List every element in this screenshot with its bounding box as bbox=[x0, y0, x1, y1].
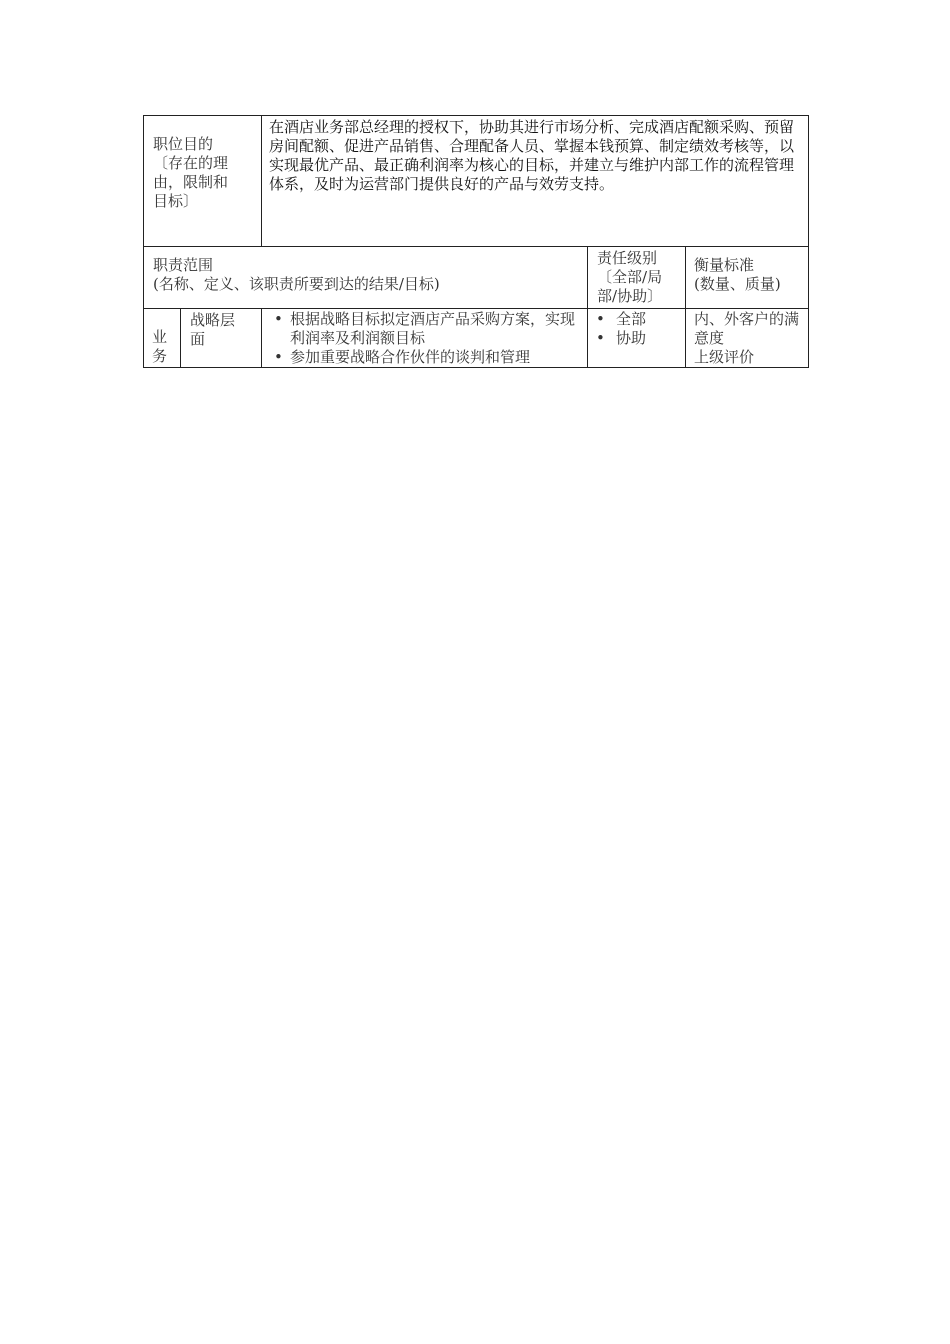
category-line: 务 bbox=[152, 347, 168, 365]
category-line: 业 bbox=[152, 328, 168, 346]
duties-list bbox=[262, 309, 587, 367]
level-header-line: 责任级别 bbox=[597, 249, 658, 267]
scope-header-row bbox=[144, 247, 809, 309]
area-line: 战略层 bbox=[190, 311, 236, 329]
level-header bbox=[588, 247, 686, 309]
measure-header-line: (数量、质量) bbox=[694, 275, 781, 293]
job-description-table bbox=[143, 115, 809, 368]
scope-title: 职责范围 bbox=[153, 256, 214, 274]
list-item: • 参加重要战略合作伙伴的谈判和管理 bbox=[274, 348, 587, 367]
list-item: • 根据战略目标拟定酒店产品采购方案，实现利润率及利润额目标 bbox=[274, 310, 587, 348]
category-cell bbox=[144, 309, 181, 368]
measure-header-line: 衡量标准 bbox=[694, 256, 755, 274]
purpose-label-line: 由，限制和 bbox=[153, 173, 229, 191]
measure-line: 上级评价 bbox=[694, 348, 755, 366]
purpose-label-line: 目标〕 bbox=[153, 192, 199, 210]
measure-line: 内、外客户的满意度 bbox=[694, 310, 800, 347]
table-row bbox=[144, 309, 809, 368]
level-header-line: 〔全部/局 bbox=[597, 268, 663, 286]
list-item: • 协助 bbox=[596, 329, 685, 348]
scope-subtitle: (名称、定义、该职责所要到达的结果/目标) bbox=[153, 275, 440, 293]
level-header-line: 部/协助〕 bbox=[597, 287, 663, 305]
purpose-label-line: 〔存在的理 bbox=[153, 154, 229, 172]
measure-header bbox=[686, 247, 809, 309]
levels-list bbox=[588, 309, 685, 348]
purpose-label-line: 职位目的 bbox=[153, 135, 214, 153]
purpose-text: 在酒店业务部总经理的授权下，协助其进行市场分析、完成酒店配额采购、预留房间配额、促进产品销售、合理配备人员、掌握本钱预算、制定绩效考核等，以实现最优产品、最正确利润率为核心的目标，并建立与维护内部工作的流程管理体系，及时为运营部门提供良好的产品与效劳支持。 bbox=[262, 116, 809, 247]
area-line: 面 bbox=[190, 330, 206, 348]
purpose-label bbox=[144, 116, 262, 247]
duties-cell bbox=[262, 309, 588, 368]
area-cell bbox=[181, 309, 262, 368]
level-cell bbox=[588, 309, 686, 368]
list-item: • 全部 bbox=[596, 310, 685, 329]
scope-header bbox=[144, 247, 588, 309]
purpose-row bbox=[144, 116, 809, 247]
measure-cell bbox=[686, 309, 809, 368]
